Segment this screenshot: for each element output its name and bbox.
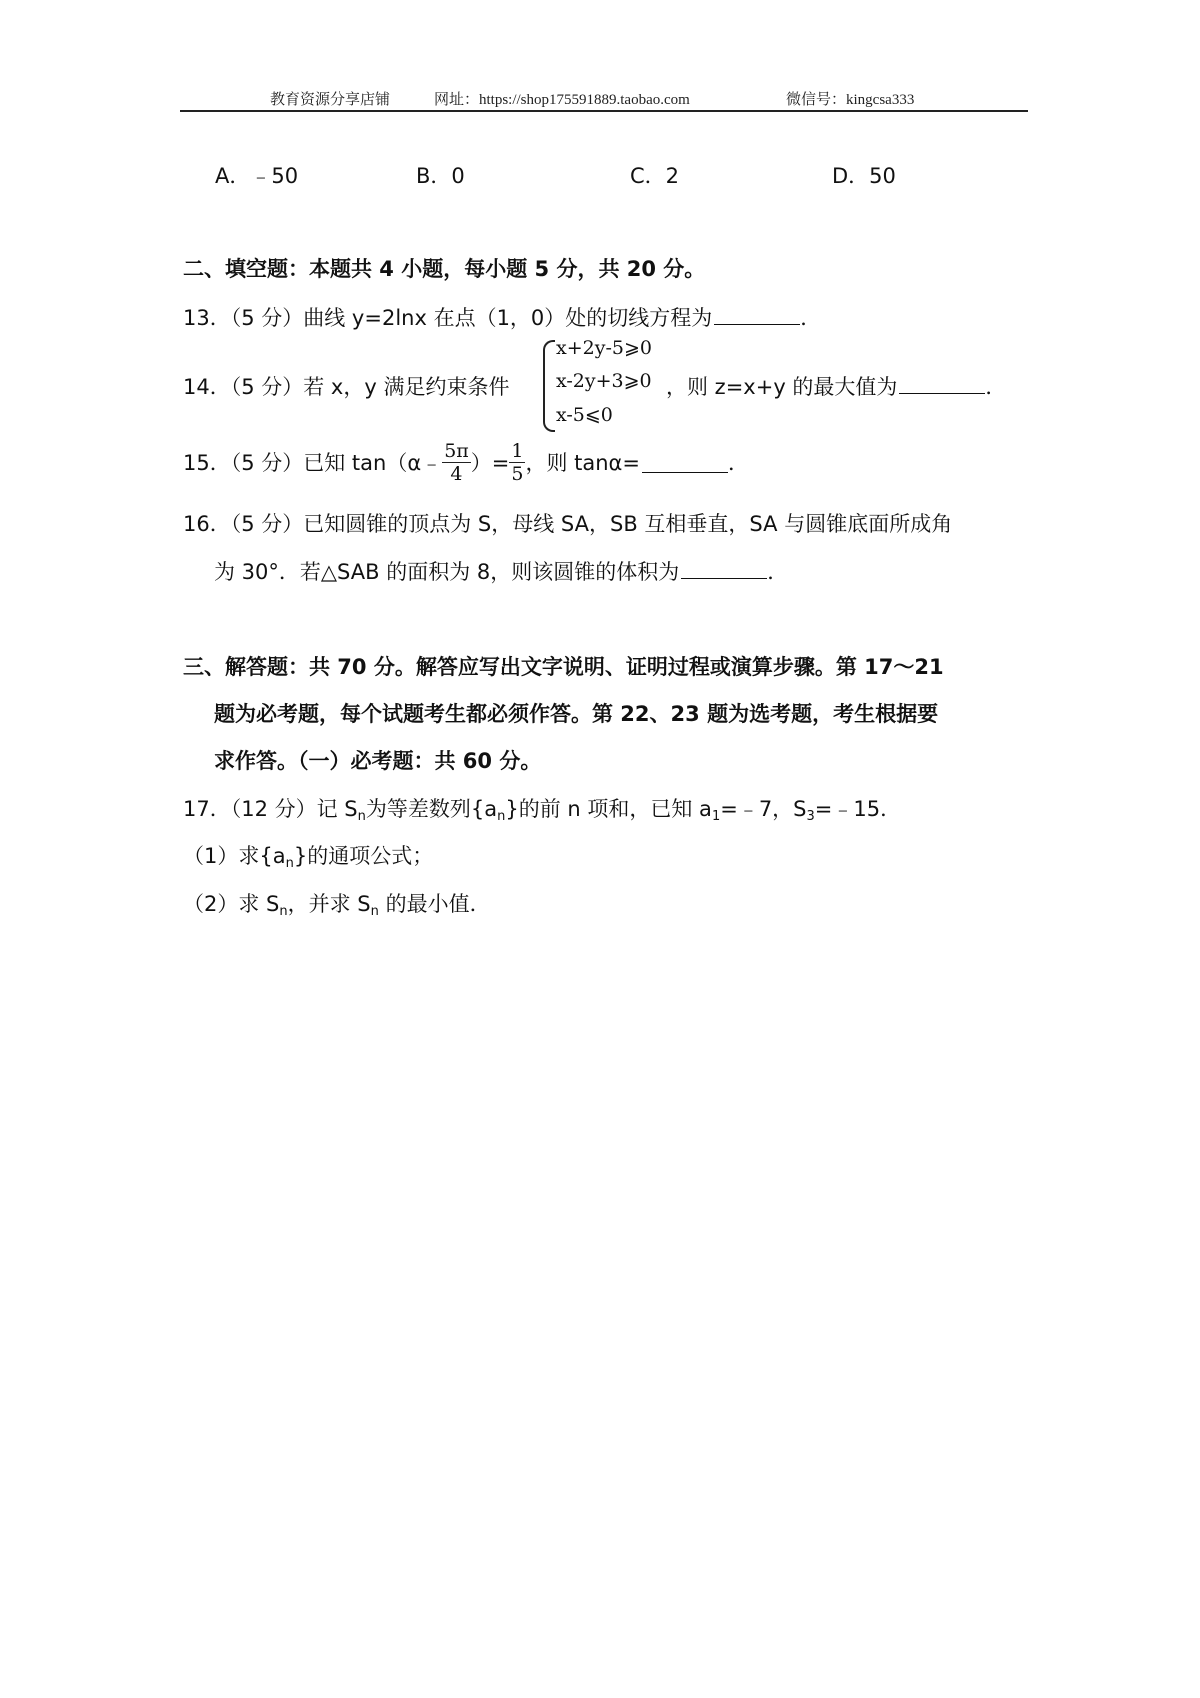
q17-sub-n: n	[497, 809, 506, 824]
q17-sub-n: n	[279, 904, 288, 919]
q17-c: 为等差数列{a	[365, 797, 498, 821]
q17-g: =﹣7，S	[720, 797, 807, 821]
fraction-1-over-5	[509, 440, 525, 485]
answer-blank	[681, 558, 767, 579]
answer-blank	[899, 373, 985, 394]
fraction-denominator: 5	[511, 462, 524, 485]
q16-line2-text: 为 30°．若△SAB 的面积为 8，则该圆锥的体积为	[214, 560, 680, 584]
header-url: 网址：https://shop175591889.taobao.com	[434, 92, 690, 108]
q16-end: ．	[767, 560, 789, 584]
answer-blank	[714, 304, 800, 325]
constraint-3: x-5⩽0	[556, 404, 613, 426]
fraction-5pi-over-4	[442, 440, 471, 485]
q14-end: ．	[985, 375, 1007, 399]
option-b: B．0	[416, 164, 465, 188]
header-shop: 教育资源分享店铺	[270, 92, 391, 108]
q17-e: }的前 n 项和，已知 a	[505, 797, 712, 821]
q17-i: =﹣15．	[814, 797, 902, 821]
question-14-prefix: 14．（5 分）若 x，y 满足约束条件	[183, 375, 510, 399]
question-13	[183, 302, 821, 332]
q17-sub-n: n	[285, 856, 294, 871]
q17-sub-3: 3	[806, 809, 815, 824]
q13-end: ．	[800, 306, 822, 330]
q17-sub-n: n	[357, 809, 366, 824]
constraint-brace	[543, 340, 555, 432]
answer-blank	[642, 452, 728, 473]
q17-sub-1: 1	[711, 809, 721, 824]
q15-suffix: ，则 tanα=	[525, 451, 640, 475]
q15-end: ．	[728, 451, 749, 475]
q15-prefix: 15．（5 分）已知 tan（α﹣	[183, 451, 443, 475]
q17-sub-n: n	[370, 904, 379, 919]
question-17-part1	[183, 840, 433, 871]
question-16-line2	[214, 556, 788, 586]
section2-heading: 二、填空题：本题共 4 小题，每小题 5 分，共 20 分。	[183, 257, 706, 281]
q17-p2a: （2）求 S	[183, 892, 280, 916]
q17-p2e: 的最小值．	[378, 892, 491, 916]
q17-p1a: （1）求{a	[183, 844, 286, 868]
question-16-line1: 16．（5 分）已知圆锥的顶点为 S，母线 SA，SB 互相垂直，SA 与圆锥底面所成角	[183, 512, 953, 536]
section3-heading-line2: 题为必考题，每个试题考生都必须作答。第 22、23 题为选考题，考生根据要	[214, 702, 939, 726]
q17-a: 17．（12 分）记 S	[183, 797, 358, 821]
constraint-1: x+2y-5⩾0	[556, 337, 652, 359]
fraction-denominator: 4	[450, 462, 463, 485]
fraction-numerator: 1	[511, 439, 524, 462]
question-17-part2	[183, 888, 491, 919]
header-wechat: 微信号：kingcsa333	[786, 92, 915, 108]
section3-heading-line3: 求作答。（一）必考题：共 60 分。	[214, 749, 542, 773]
question-14-suffix	[666, 371, 1006, 401]
fraction-numerator: 5π	[444, 439, 469, 462]
header-divider	[180, 110, 1028, 112]
q17-p1c: }的通项公式；	[293, 844, 434, 868]
option-c: C．2	[630, 164, 680, 188]
question-17	[183, 793, 901, 824]
q14-suffix: ，则 z=x+y 的最大值为	[666, 375, 898, 399]
section3-heading-line1: 三、解答题：共 70 分。解答应写出文字说明、证明过程或演算步骤。第 17～21	[183, 655, 944, 679]
constraint-2: x-2y+3⩾0	[556, 370, 652, 392]
option-d: D．50	[832, 164, 896, 188]
question-15	[183, 434, 749, 490]
q13-text: 13．（5 分）曲线 y=2lnx 在点（1，0）处的切线方程为	[183, 306, 713, 330]
q17-p2c: ，并求 S	[287, 892, 371, 916]
q15-mid: ）=	[470, 451, 510, 475]
option-a: A．﹣50	[215, 164, 299, 188]
